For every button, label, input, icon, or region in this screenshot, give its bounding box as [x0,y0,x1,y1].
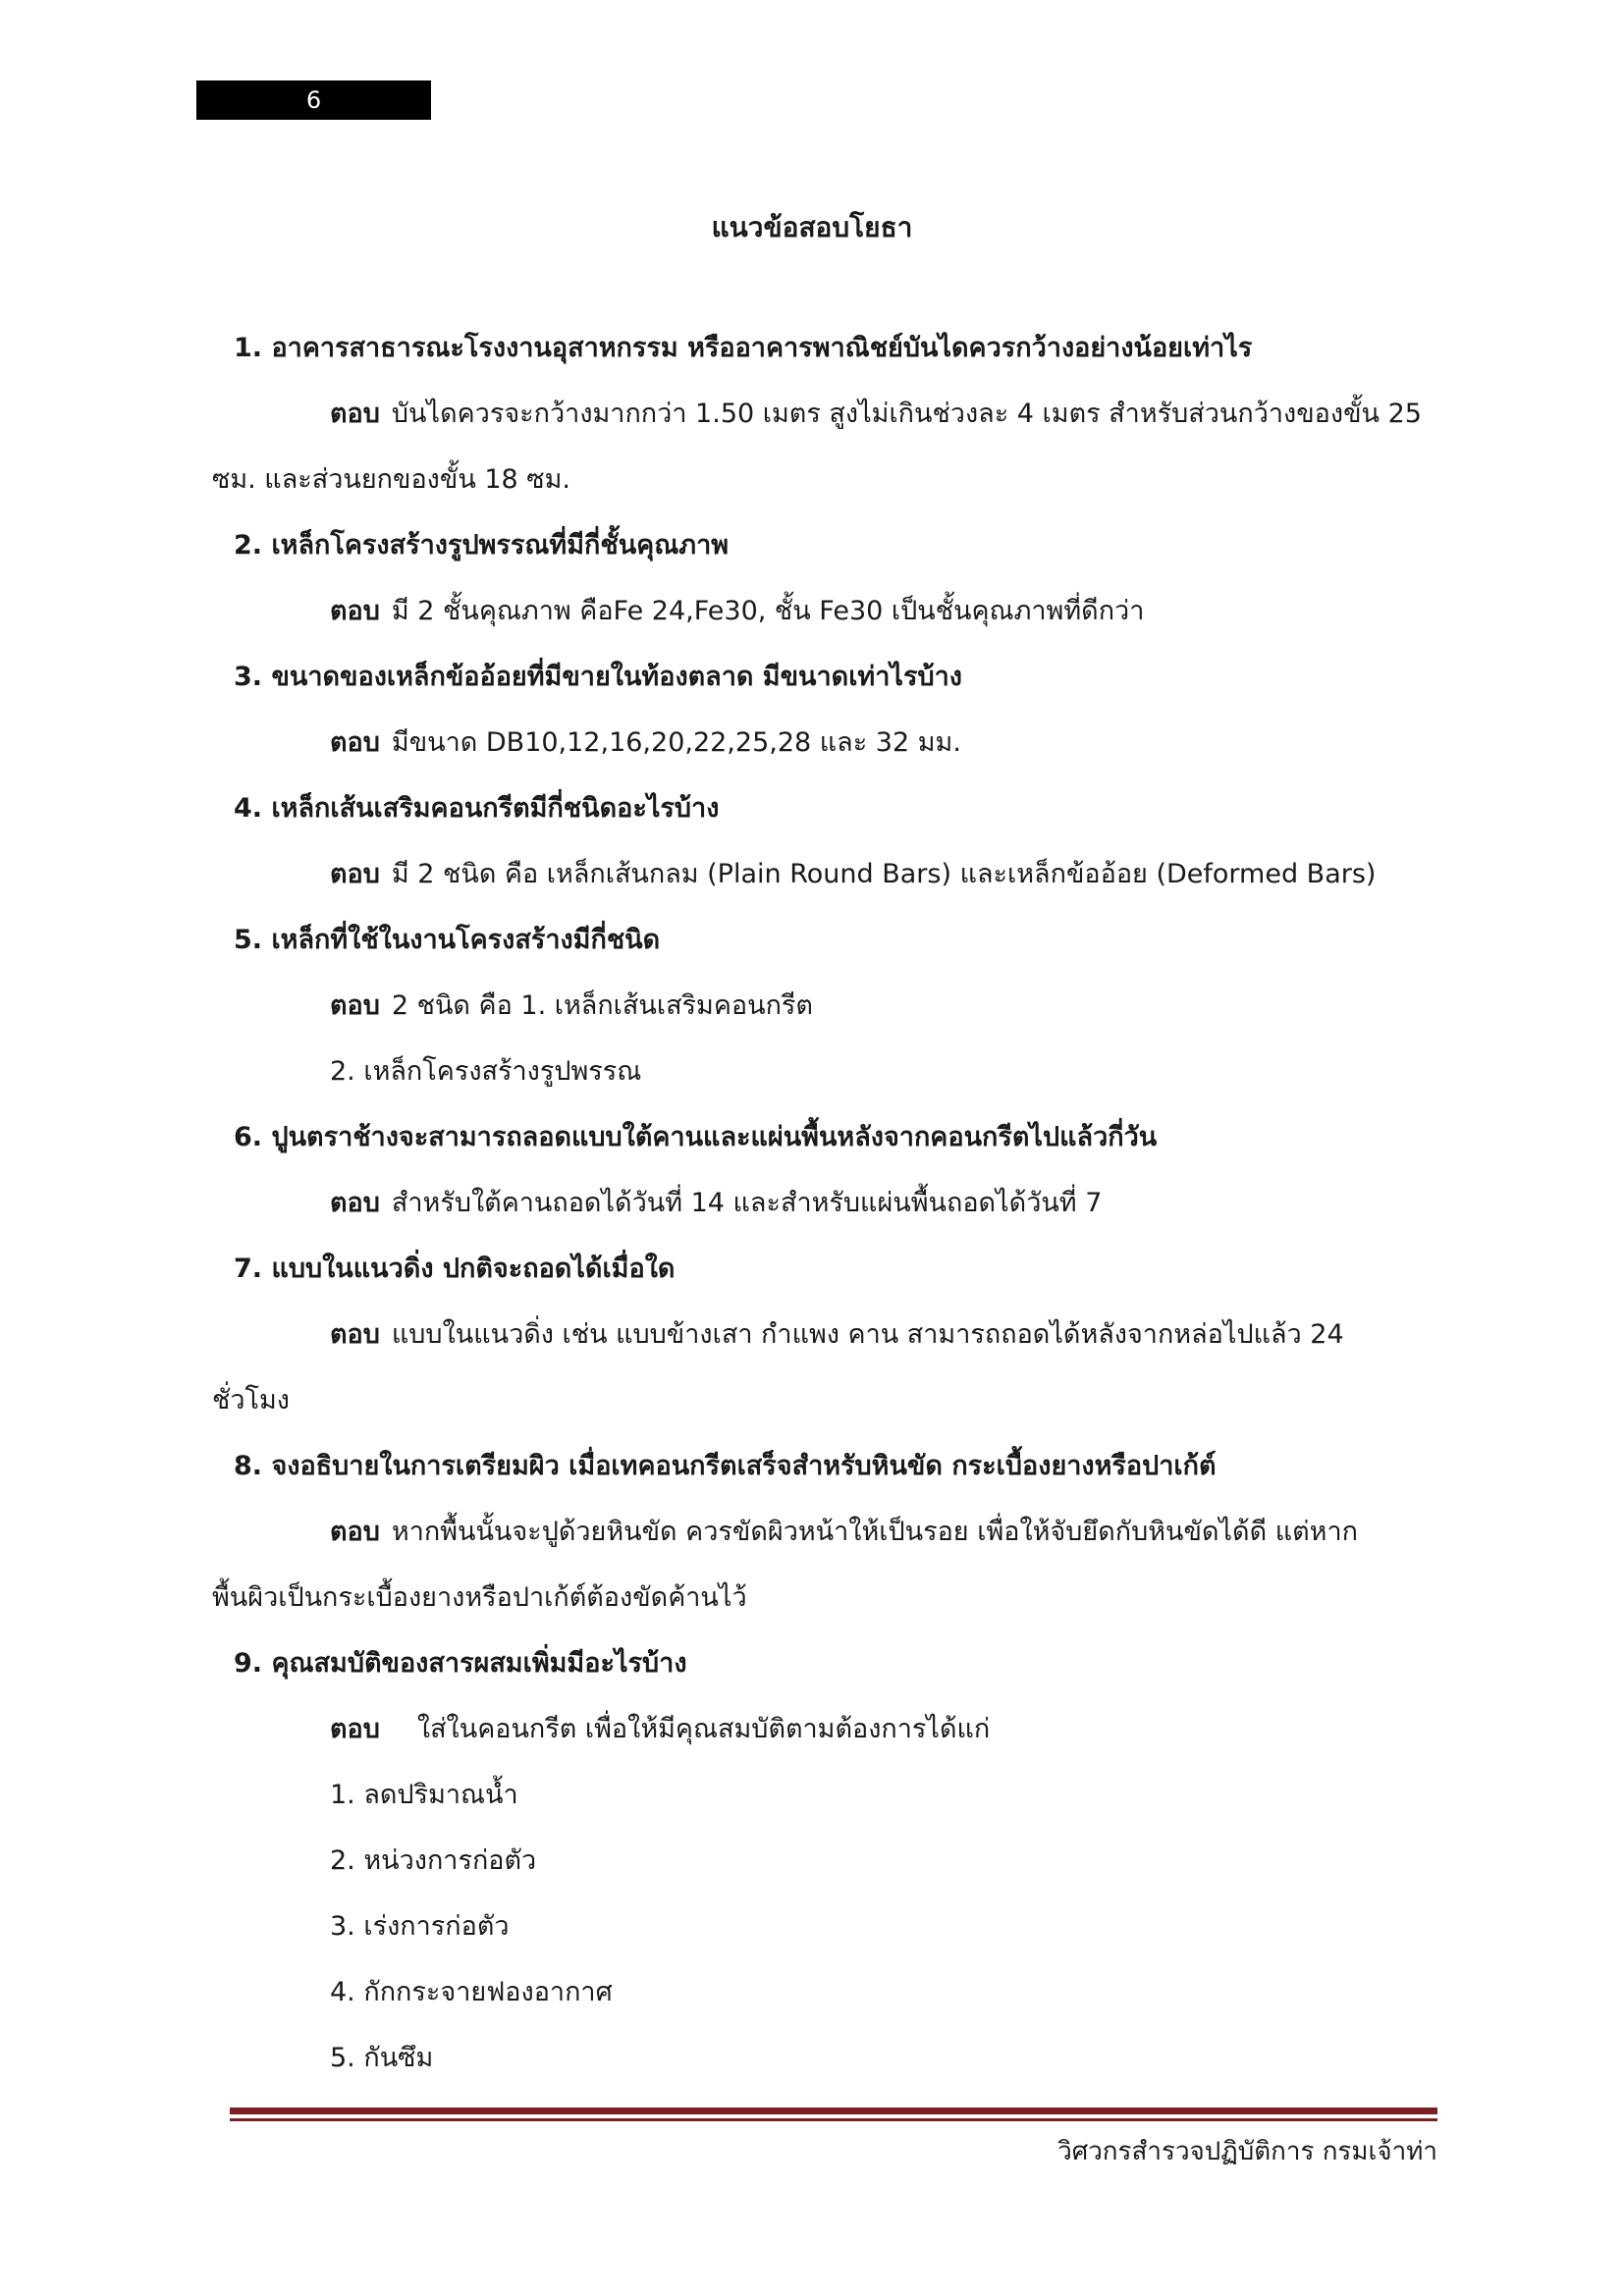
answer-2 [330,592,1144,631]
answer-9 [330,1710,990,1749]
answer-text: 2 ชนิด คือ 1. เหล็กเส้นเสริมคอนกรีต [391,990,813,1021]
answer-text: มีขนาด DB10,12,16,20,22,25,28 และ 32 มม. [391,727,961,758]
answer-3 [330,723,961,763]
question-7: 7. แบบในแนวดิ่ง ปกติจะถอดได้เมื่อใด [234,1254,676,1284]
answer-text: แบบในแนวดิ่ง เช่น แบบข้างเสา กำแพง คาน สามารถถอดได้หลังจากหล่อไปแล้ว 24 [391,1319,1344,1350]
answer-label: ตอบ [330,399,380,429]
answer-label: ตอบ [330,1517,380,1547]
answer-label: ตอบ [330,1319,380,1350]
answer-label: ตอบ [330,727,380,758]
question-1: 1. อาคารสาธารณะโรงงานอุสาหกรรม หรืออาคารพาณิชย์บันไดควรกว้างอย่างน้อยเท่าไร [234,333,1253,363]
answer-label: ตอบ [330,596,380,626]
answer-9-sub-item: 2. หน่วงการก่อตัว [330,1845,537,1876]
answer-5 [330,987,813,1026]
footer-text: วิศวกรสำรวจปฏิบัติการ กรมเจ้าท่า [1057,2137,1437,2166]
answer-text: ใส่ในคอนกรีต เพื่อให้มีคุณสมบัติตามต้องการได้แก่ [416,1714,991,1744]
answer-text: มี 2 ชั้นคุณภาพ คือFe 24,Fe30, ชั้น Fe30 เป็นชั้นคุณภาพที่ดีกว่า [391,596,1145,626]
answer-5-sub-item: 2. เหล็กโครงสร้างรูปพรรณ [330,1056,642,1087]
answer-7-cont: ชั่วโมง [212,1385,290,1415]
question-2: 2. เหล็กโครงสร้างรูปพรรณที่มีกี่ชั้นคุณภาพ [234,530,730,561]
answer-4 [330,855,1376,894]
answer-label: ตอบ [330,990,380,1021]
answer-label: ตอบ [330,859,380,889]
answer-text: บันไดควรจะกว้างมากกว่า 1.50 เมตร สูงไม่เกินช่วงละ 4 เมตร สำหรับส่วนกว้างของขั้น 25 [391,399,1422,429]
question-9: 9. คุณสมบัติของสารผสมเพิ่มมีอะไรบ้าง [234,1648,687,1679]
answer-1-cont: ซม. และส่วนยกของขั้น 18 ซม. [212,464,571,495]
answer-8 [330,1513,1358,1552]
answer-7 [330,1315,1344,1355]
answer-text: สำหรับใต้คานถอดได้วันที่ 14 และสำหรับแผ่นพื้นถอดได้วันที่ 7 [391,1188,1103,1218]
question-8: 8. จงอธิบายในการเตรียมผิว เมื่อเทคอนกรีตเสร็จสำหรับหินขัด กระเบื้องยางหรือปาเก้ต์ [234,1451,1217,1481]
page-number: 6 [196,80,431,120]
answer-9-sub-item: 4. กักกระจายฟองอากาศ [330,1977,613,2007]
answer-label: ตอบ [330,1714,380,1744]
answer-6 [330,1184,1102,1223]
answer-9-sub-item: 5. กันซึม [330,2043,434,2073]
answer-label: ตอบ [330,1188,380,1218]
answer-8-cont: พื้นผิวเป็นกระเบื้องยางหรือปาเก้ต์ต้องขัดค้านไว้ [212,1582,747,1613]
question-4: 4. เหล็กเส้นเสริมคอนกรีตมีกี่ชนิดอะไรบ้าง [234,793,720,824]
answer-text: หากพื้นนั้นจะปูด้วยหินขัด ควรขัดผิวหน้าให้เป็นรอย เพื่อให้จับยึดกับหินขัดได้ดี แต่หาก [391,1517,1358,1547]
question-5: 5. เหล็กที่ใช้ในงานโครงสร้างมีกี่ชนิด [234,925,661,955]
answer-text: มี 2 ชนิด คือ เหล็กเส้นกลม (Plain Round Bars) และเหล็กข้ออ้อย (Deformed Bars) [391,859,1377,889]
answer-1 [330,395,1422,434]
page-title: แนวข้อสอบโยธา [711,211,913,243]
question-3: 3. ขนาดของเหล็กข้ออ้อยที่มีขายในท้องตลาด มีขนาดเท่าไรบ้าง [234,662,962,692]
answer-9-sub-item: 3. เร่งการก่อตัว [330,1911,510,1942]
footer-divider [230,2108,1437,2114]
footer-divider-thin [230,2118,1437,2121]
question-6: 6. ปูนตราช้างจะสามารถลอดแบบใต้คานและแผ่นพื้นหลังจากคอนกรีตไปแล้วกี่วัน [234,1122,1158,1152]
answer-9-sub-item: 1. ลดปริมาณน้ำ [330,1780,518,1810]
